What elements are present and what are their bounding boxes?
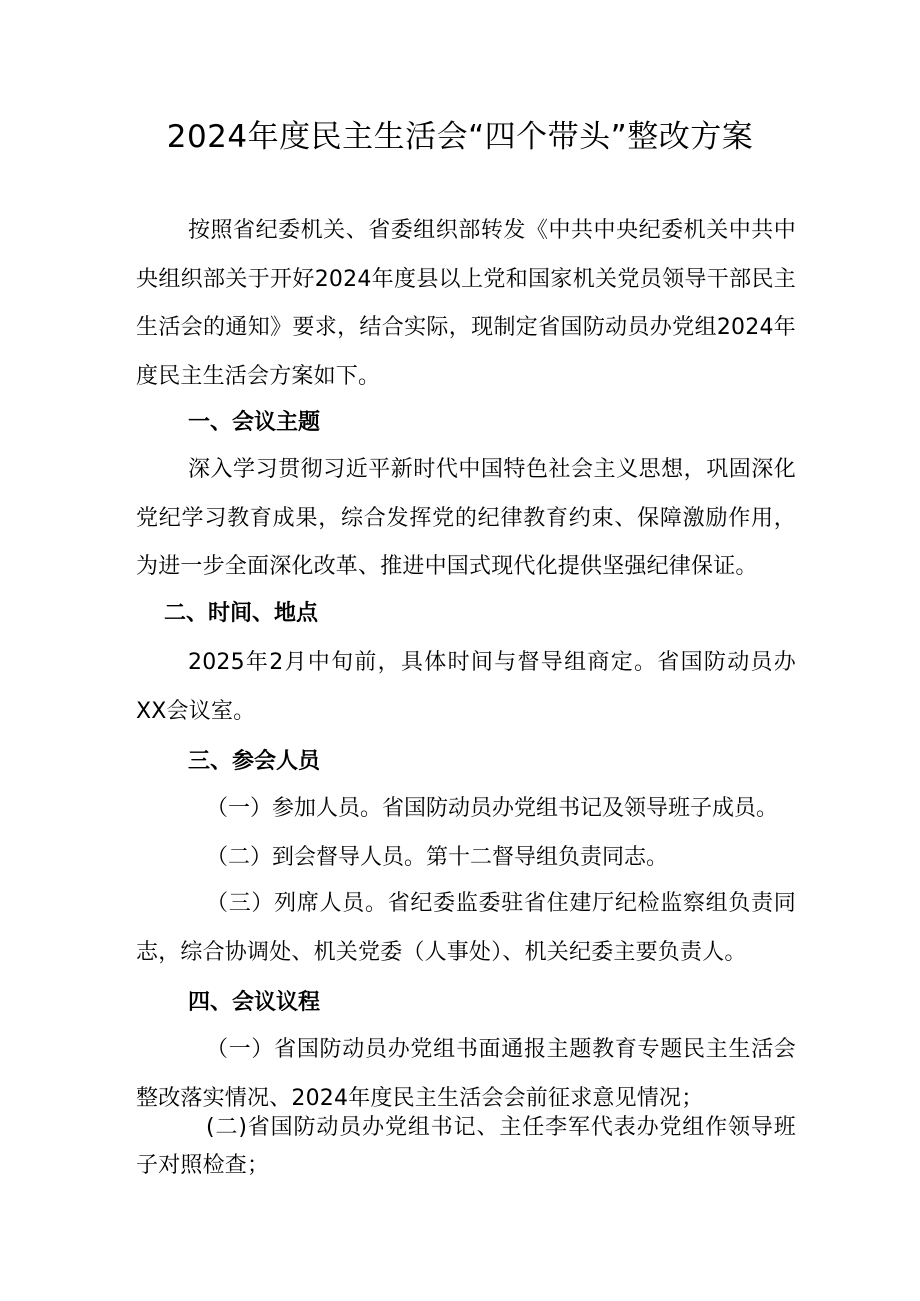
section-heading-topic: 一、会议主题 [188,410,321,435]
intro-paragraph: 按照省纪委机关、省委组织部转发《中共中央纪委机关中共中央组织部关于开好2024年度县以上党和国家机关党员领导干部民主生活会的通知》要求，结合实际，现制定省国防动员办党组2024年度民主生活会方案如下。 [136,218,796,389]
attendees-item-1: （一）参加人员。省国防动员办党组书记及领导班子成员。 [206,796,779,821]
document-title: 2024年度民主生活会“四个带头”整改方案 [166,119,754,155]
section-heading-attendees: 三、参会人员 [188,749,321,774]
attendees-item-2: （二）到会督导人员。第十二督导组负责同志。 [206,845,669,870]
section-heading-time-place: 二、时间、地点 [164,601,319,626]
section-body-time-place: 2025年2月中旬前，具体时间与督导组商定。省国防动员办XX会议室。 [136,650,796,724]
section-body-topic: 深入学习贯彻习近平新时代中国特色社会主义思想，巩固深化党纪学习教育成果，综合发挥党的纪律教育约束、保障激励作用，为进一步全面深化改革、推进中国式现代化提供坚强纪律保证。 [136,457,796,579]
section-heading-agenda: 四、会议议程 [188,990,321,1015]
attendees-item-3: （三）列席人员。省纪委监委驻省住建厅纪检监察组负责同志，综合协调处、机关党委（人事处）、机关纪委主要负责人。 [136,891,796,965]
agenda-item-1: （一）省国防动员办党组书面通报主题教育专题民主生活会整改落实情况、2024年度民主生活会会前征求意见情况； [136,1037,796,1111]
agenda-item-2: (二)省国防动员办党组书记、主任李军代表办党组作领导班子对照检查； [136,1115,796,1178]
